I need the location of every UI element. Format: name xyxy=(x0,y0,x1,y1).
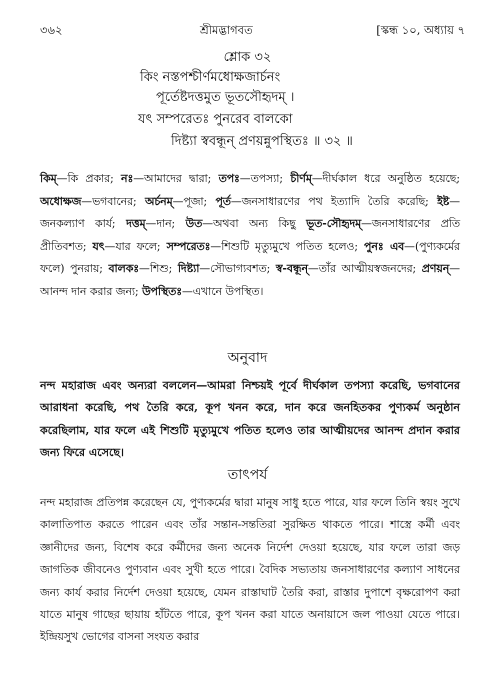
synonym-word: অর্চনম্ xyxy=(145,194,173,208)
synonym-word: সম্পরেতঃ xyxy=(166,239,211,253)
synonym-meaning: —যার ফলে; xyxy=(104,239,167,253)
synonym-word: স্ব-বন্ধূন্ xyxy=(275,262,308,276)
synonym-meaning: —তাঁর আত্মীয়স্বজনদের; xyxy=(307,262,422,276)
synonym-word: তপঃ xyxy=(218,172,240,185)
synonym-meaning: —দীর্ঘকাল ধরে অনুষ্ঠিত হয়েছে; xyxy=(311,172,460,185)
synonym-word: ভূত-সৌহৃদম্ xyxy=(306,217,362,231)
synonym-word: দত্তম্ xyxy=(126,217,146,231)
synonym-meaning: —অথবা অন্য কিছু xyxy=(202,217,307,231)
synonym-word: পুনঃ এব xyxy=(364,239,405,253)
verse-line: যৎ সম্পরেতঃ পুনরেব বালকো xyxy=(138,112,293,127)
canto-chapter-label: [স্কন্ধ ১০, অধ্যায় ৭ xyxy=(376,23,465,37)
synonym-word: নঃ xyxy=(121,172,134,185)
synonym-word: কিম্ xyxy=(40,172,57,185)
synonym-word: ইষ্ট xyxy=(437,194,450,208)
synonym-word: প্রণয়ন্ xyxy=(421,262,450,276)
book-title: শ্রীমদ্ভাগবত xyxy=(200,23,253,37)
translation-title: অনুবাদ xyxy=(227,350,268,366)
synonym-word: চীর্ণম্ xyxy=(290,172,312,185)
purport-title: তাৎপর্য xyxy=(227,467,268,483)
page-header xyxy=(40,22,465,40)
synonym-meaning: —দান; xyxy=(145,217,186,231)
verse-number: শ্লোক ৩২ xyxy=(223,50,272,65)
synonym-word: বালকঃ xyxy=(108,262,140,276)
synonym-meaning: —জনসাধারণের পথ ইত্যাদি তৈরি করেছি; xyxy=(230,194,438,208)
synonym-meaning: —এখানে উপস্থিত। xyxy=(181,284,264,298)
synonym-meaning: —শিশু; xyxy=(139,262,178,276)
purport-text: নন্দ মহারাজ প্রতিপন্ন করেছেন যে, পুণ্যকর্মের দ্বারা মানুষ সাধু হতে পারে, যার ফলে তিনি স্বয়ং সুখে কালাতিপাত করতে পারেন এবং তাঁর সন্তান-সন্ততিরা সুরক্ষিত থাকতে পারে। শাস্ত্রে কর্মী এবং জ্ঞানীদের জন্য, বিশেষ করে কর্মীদের জন্য অনেক নির্দেশ দেওয়া হয়েছে, যার ফলে তারা জড় জাগতিক জীবনেও পুণ্যবান এবং সুখী হতে পারে। বৈদিক সভ্যতায় জনসাধারণের কল্যাণ সাধনের জন্য কার্য করার নির্দেশ দেওয়া হয়েছে, যেমন রাস্তাঘাট তৈরি করা, রাস্তার দুপাশে বৃক্ষরোপণ করা যাতে মানুষ গাছের ছায়ায় হাঁটতে পারে, কূপ খনন করা যাতে অনায়াসে জল পাওয়া যেতে পারে। ইন্দ্রিয়সুখ ভোগের বাসনা সংযত করার xyxy=(40,496,460,644)
synonym-meaning: —শিশুটি মৃত্যুমুখে পতিত হলেও; xyxy=(210,239,365,253)
synonym-meaning: —পূজা; xyxy=(172,194,216,208)
synonym-meaning: —জনসাধারণের প্রতি প্রীতিবশত; xyxy=(40,217,460,253)
synonym-meaning: —সৌভাগ্যবশত; xyxy=(199,262,276,276)
verse-line: দিষ্ট্যা স্ববন্ধূন্ প্রণয়ন্নুপস্থিতঃ ॥ ৩২ ॥ xyxy=(171,134,353,149)
synonyms-paragraph xyxy=(40,168,460,304)
synonym-word: পূর্ত xyxy=(215,194,231,208)
synonym-meaning: —জনকল্যাণ কার্য; xyxy=(40,194,460,231)
synonym-meaning: —(পুণ্যকর্মের ফলে) পুনরায়; xyxy=(40,239,460,276)
synonym-meaning: —তপস্যা; xyxy=(239,172,291,185)
translation-text: নন্দ মহারাজ এবং অন্যরা বললেন—আমরা নিশ্চয়ই পূর্বে দীর্ঘকাল তপস্যা করেছি, ভগবানের আরাধনা করেছি, পথ তৈরি করে, কূপ খনন করে, দান করে জনহিতকর পুণ্যকর্ম অনুষ্ঠান করেছিলাম, যার ফলে এই শিশুটি মৃত্যুমুখে পতিত হলেও তার আত্মীয়দের আনন্দ প্রদান করার জন্য ফিরে এসেছে। xyxy=(40,379,460,460)
synonym-meaning: —ভগবানের; xyxy=(81,194,145,208)
page-number: ৩৬২ xyxy=(40,23,63,37)
verse-line: পূর্তেষ্টদত্তমুত ভূতসৌহৃদম্ । xyxy=(156,90,295,105)
synonym-word: যৎ xyxy=(92,239,105,253)
synonym-word: উত xyxy=(185,217,203,231)
verse-line: কিং নস্তপশ্চীর্ণমধোক্ষজার্চনং xyxy=(140,70,281,85)
synonym-word: উপস্থিতঃ xyxy=(142,284,182,298)
synonym-word: অধোক্ষজ xyxy=(40,194,82,208)
synonym-meaning: —কি প্রকার; xyxy=(56,172,122,185)
synonym-word: দিষ্ট্যা xyxy=(177,262,200,276)
synonym-meaning: —আনন্দ দান করার জন্য; xyxy=(40,262,460,298)
synonym-meaning: —আমাদের দ্বারা; xyxy=(133,172,219,185)
